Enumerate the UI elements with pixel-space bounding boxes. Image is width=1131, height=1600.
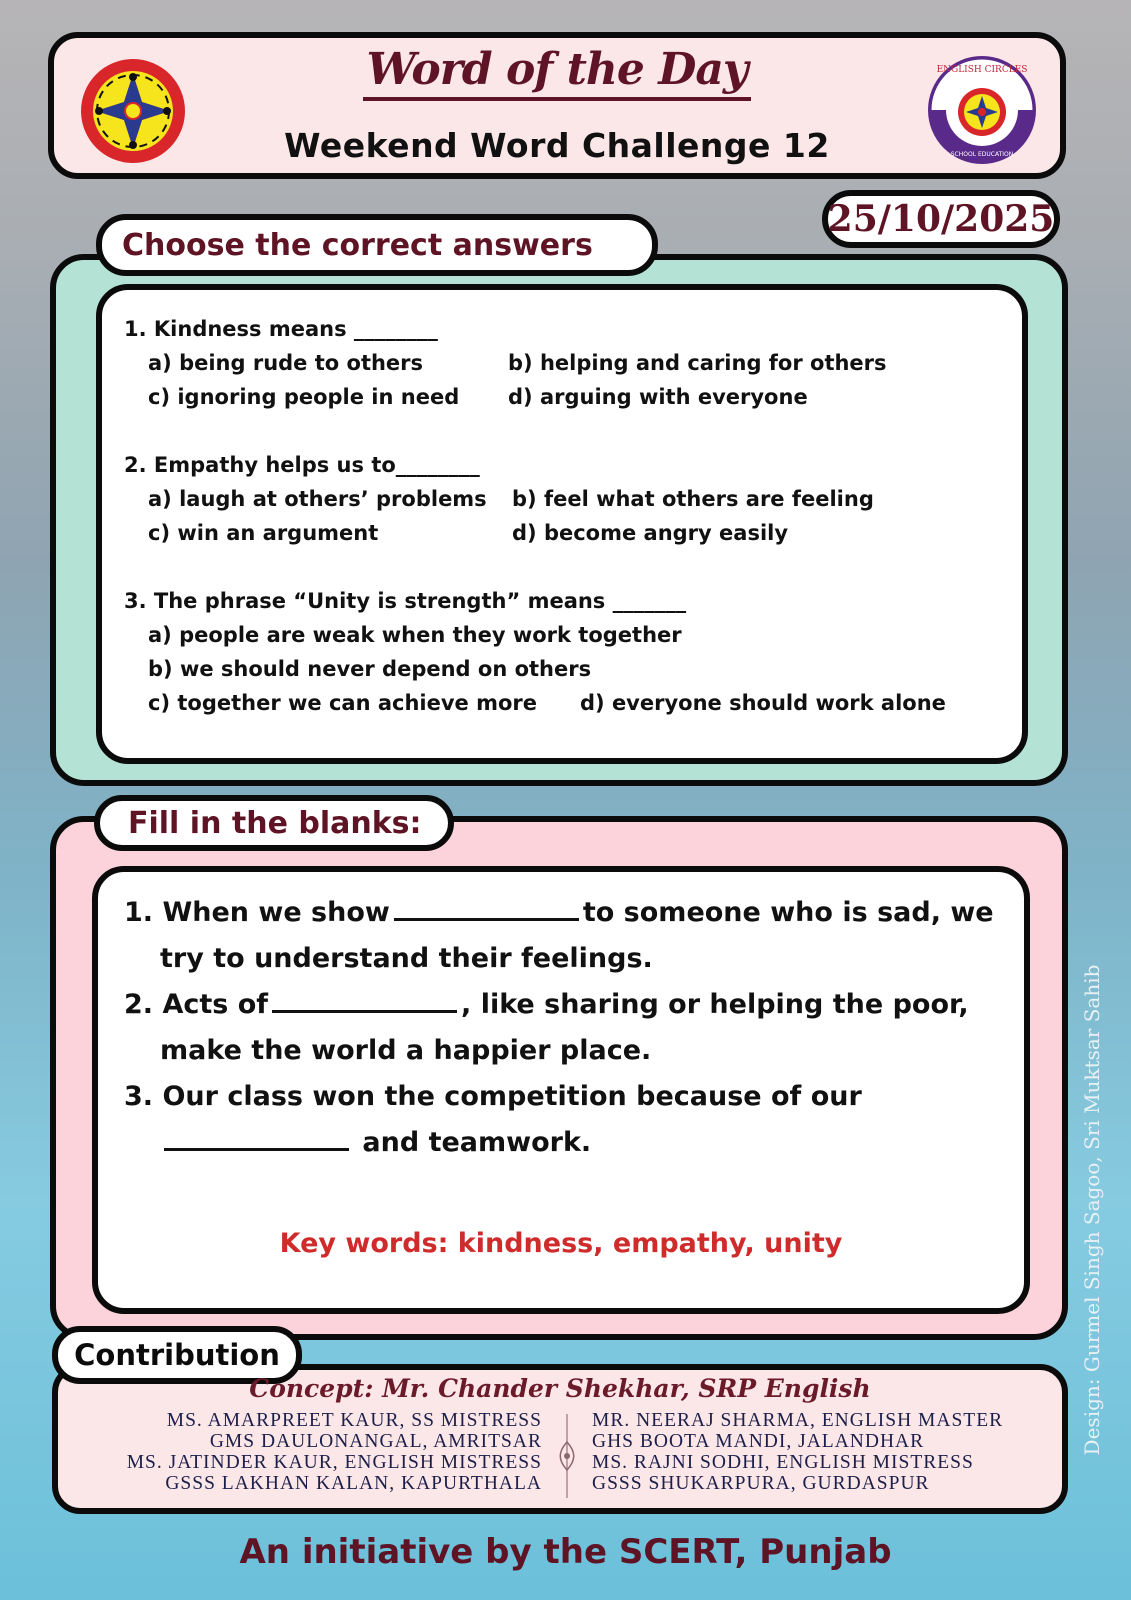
question-prompt: 1. Kindness means ________: [124, 317, 438, 341]
ornament-divider-icon: [556, 1412, 578, 1500]
option-b: b) feel what others are feeling: [512, 487, 874, 511]
english-circles-logo-icon: [926, 54, 1038, 166]
header-banner: [48, 32, 1066, 179]
page-title: Word of the Day: [54, 44, 1060, 95]
fill-blanks-heading: Fill in the blanks:: [94, 795, 454, 851]
svg-text:ENGLISH CIRCLES: ENGLISH CIRCLES: [936, 65, 1028, 75]
option-d: d) become angry easily: [512, 521, 789, 545]
option-d: d) everyone should work alone: [580, 691, 946, 715]
option-d: d) arguing with everyone: [508, 385, 808, 409]
credits-left: MS. AMARPREET KAUR, SS MISTRESS GMS DAULONANGAL, AMRITSAR MS. JATINDER KAUR, ENGLISH MISTRESS GSSS LAKHAN KALAN, KAPURTHALA: [126, 1410, 542, 1494]
option-c: c) together we can achieve more: [148, 691, 537, 715]
fill-blank-item: 1. When we show to someone who is sad, we try to understand their feelings.: [124, 897, 994, 974]
option-c: c) win an argument: [148, 521, 379, 545]
mcq-heading: Choose the correct answers: [96, 214, 658, 276]
blank-line: [394, 897, 579, 921]
mcq-question: [124, 448, 1004, 550]
svg-text:SCHOOL EDUCATION: SCHOOL EDUCATION: [950, 151, 1014, 158]
concept-credit: Concept: Mr. Chander Shekhar, SRP English: [249, 1374, 871, 1403]
option-c: c) ignoring people in need: [148, 385, 460, 409]
design-credit: Design: Gurmel Singh Sagoo, Sri Muktsar Sahib: [1080, 964, 1104, 1456]
question-prompt: 2. Empathy helps us to________: [124, 453, 480, 477]
option-a: a) people are weak when they work together: [148, 623, 682, 647]
blank-line: [272, 989, 457, 1013]
contribution-heading: Contribution: [52, 1326, 302, 1384]
blank-line: [164, 1127, 349, 1151]
page-subtitle: Weekend Word Challenge 12: [284, 126, 830, 165]
mcq-question: [124, 312, 1004, 414]
question-prompt: 3. The phrase “Unity is strength” means _______: [124, 589, 687, 613]
option-a: a) being rude to others: [148, 351, 424, 375]
date-badge: 25/10/2025: [822, 190, 1060, 248]
fill-blank-item: 2. Acts of , like sharing or helping the poor, make the world a happier place.: [124, 989, 969, 1066]
fill-blanks-list: [124, 890, 1004, 1166]
option-b: b) helping and caring for others: [508, 351, 887, 375]
fill-blank-item: 3. Our class won the competition because of our and teamwork.: [124, 1081, 862, 1158]
credits-right: MR. NEERAJ SHARMA, ENGLISH MASTER GHS BOOTA MANDI, JALANDHAR MS. RAJNI SODHI, ENGLISH MISTRESS GSSS SHUKARPURA, GURDASPUR: [592, 1410, 1004, 1494]
mcq-question: [124, 584, 1004, 720]
mcq-question-list: [124, 312, 1004, 754]
option-b: b) we should never depend on others: [148, 657, 592, 681]
option-a: a) laugh at others’ problems: [148, 487, 487, 511]
footer-initiative: An initiative by the SCERT, Punjab: [239, 1532, 892, 1572]
key-words: Key words: kindness, empathy, unity: [279, 1228, 843, 1259]
